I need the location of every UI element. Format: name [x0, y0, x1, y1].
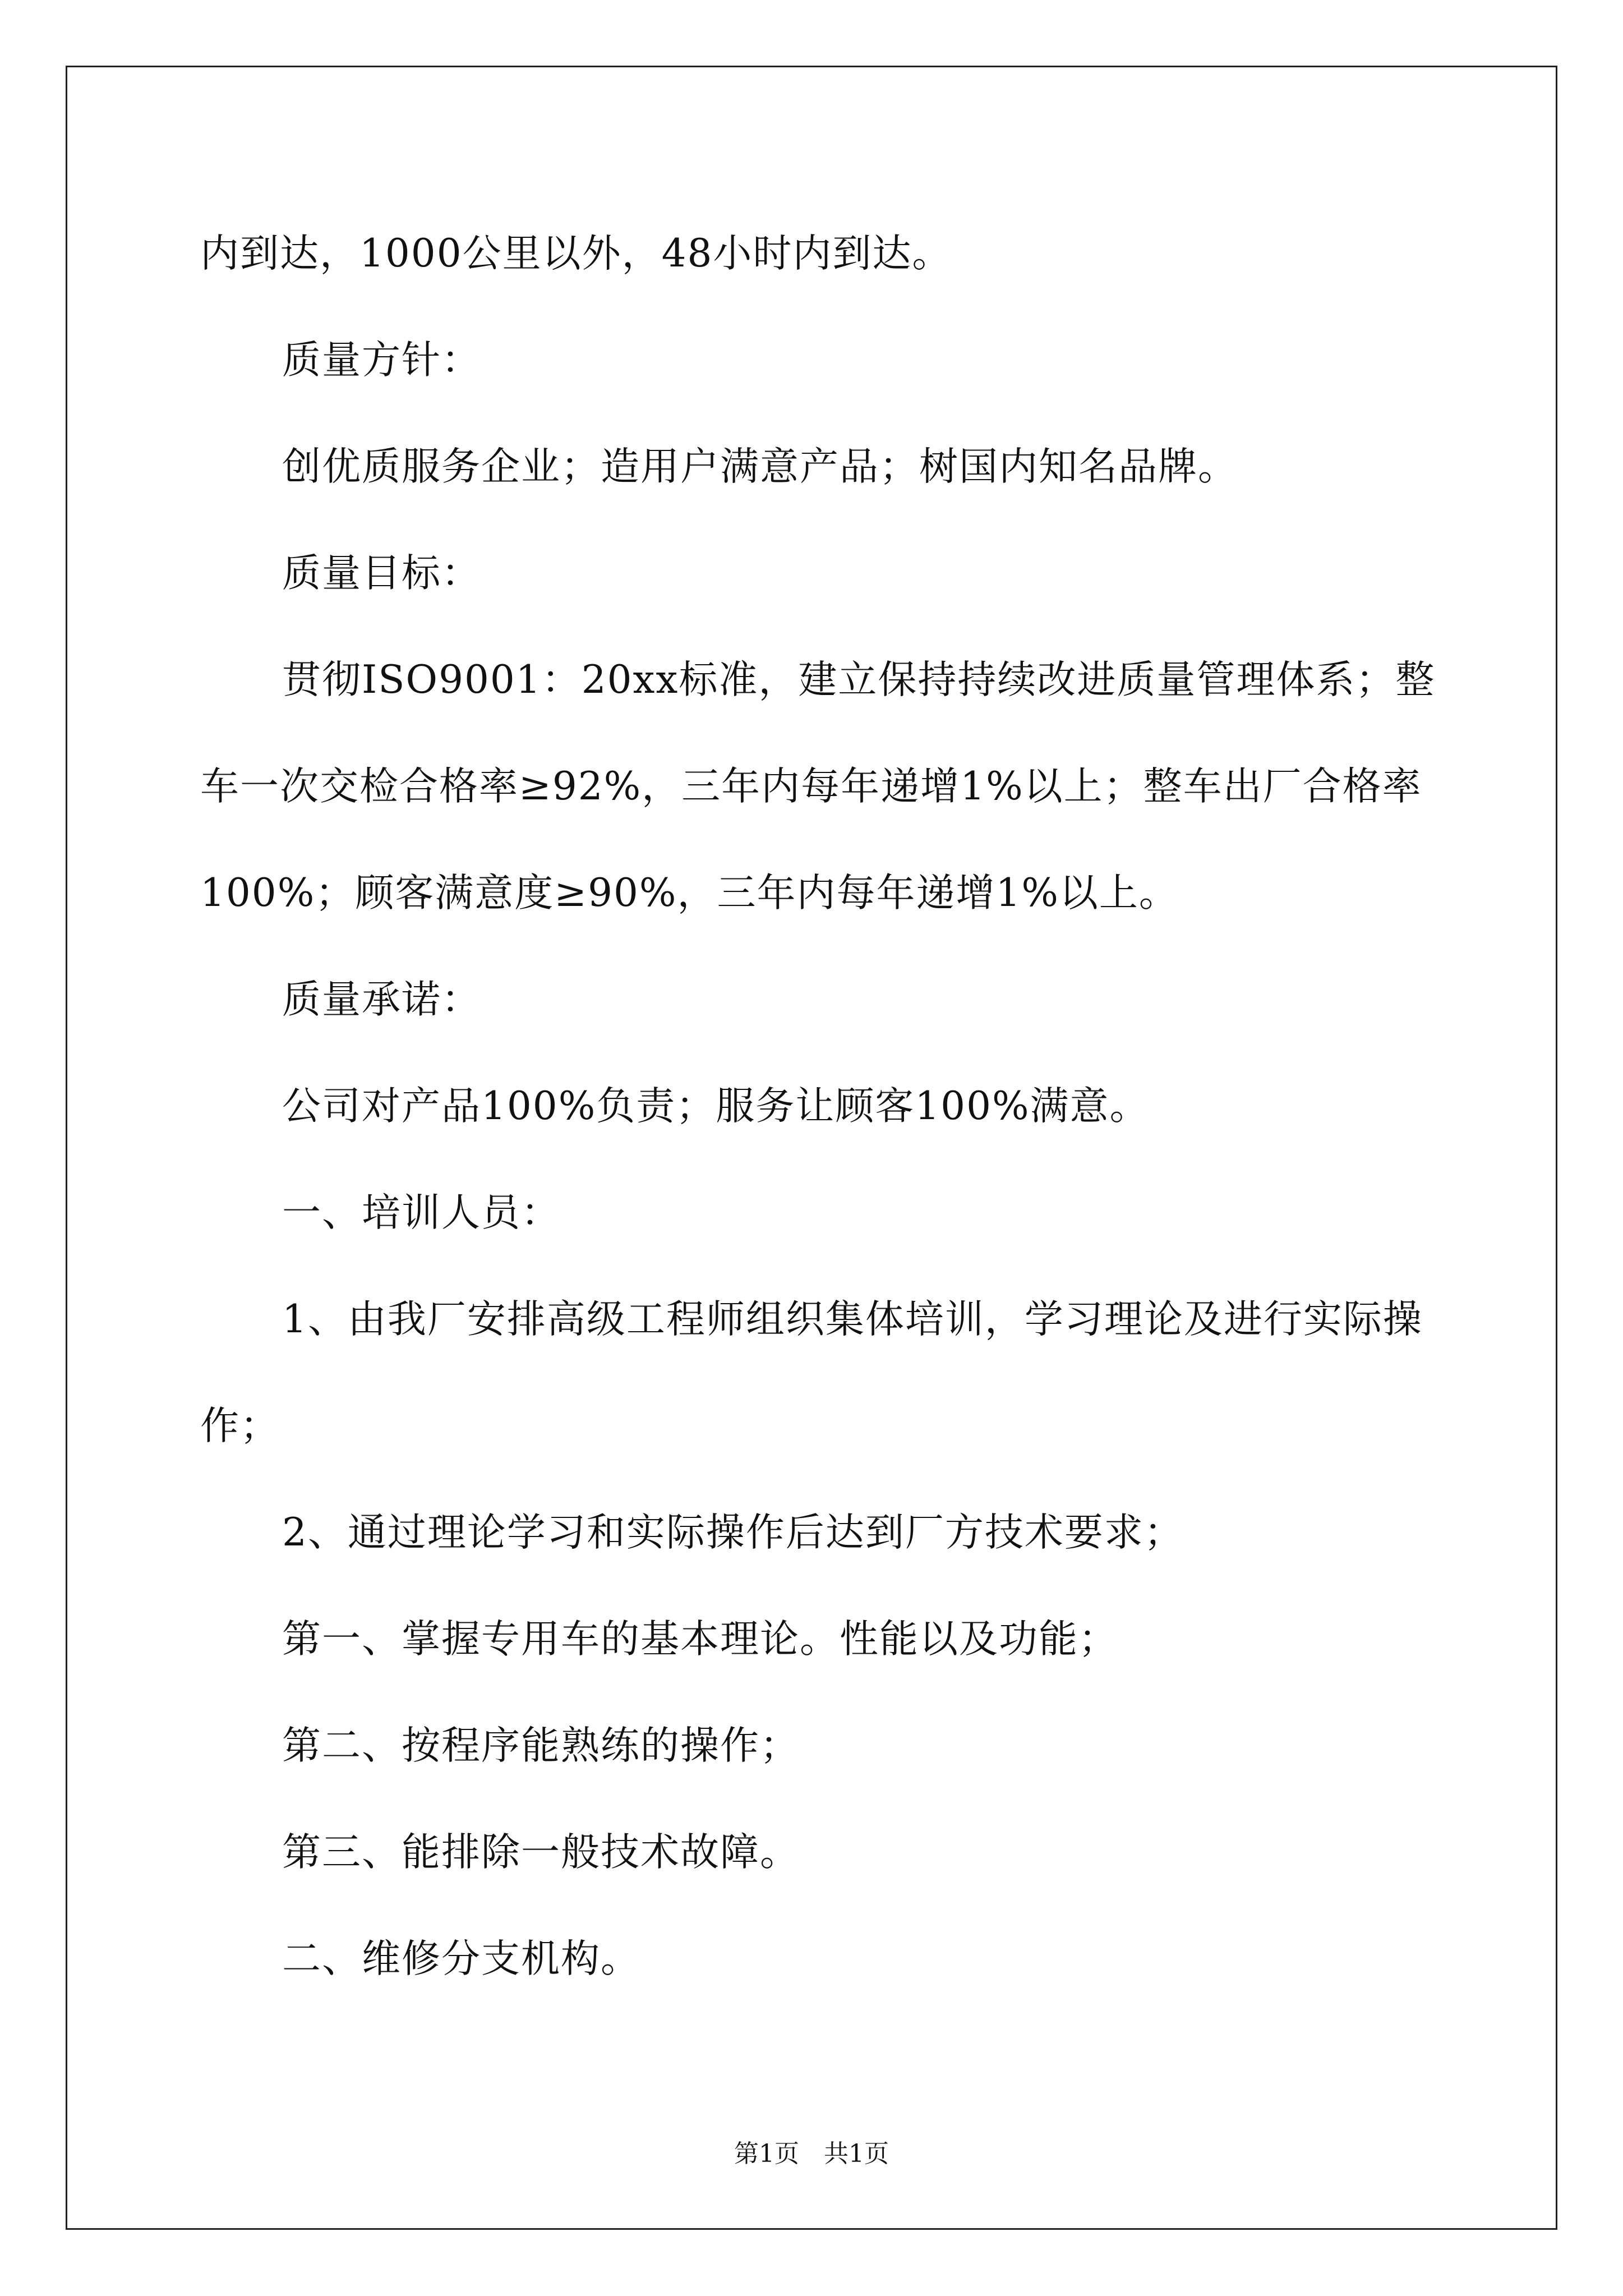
- body-line-7: 100%；顾客满意度≥90%，三年内每年递增1%以上。: [200, 871, 1179, 915]
- body-line-10: 一、培训人员：: [282, 1190, 561, 1235]
- body-line-1: 内到达，1000公里以外，48小时内到达。: [200, 231, 952, 276]
- body-line-6: 车一次交检合格率≥92%，三年内每年递增1%以上；整车出厂合格率: [200, 764, 1422, 809]
- body-line-5: 贯彻ISO9001：20xx标准，建立保持持续改进质量管理体系；整: [282, 657, 1436, 702]
- body-line-14: 第一、掌握专用车的基本理论。性能以及功能；: [282, 1617, 1118, 1662]
- body-line-8: 质量承诺：: [282, 977, 481, 1022]
- body-line-17: 二、维修分支机构。: [282, 1936, 640, 1981]
- body-line-12: 作；: [200, 1404, 280, 1448]
- page-border: [66, 66, 1557, 2230]
- body-line-4: 质量目标：: [282, 551, 481, 596]
- body-line-3: 创优质服务企业；造用户满意产品；树国内知名品牌。: [282, 444, 1238, 489]
- body-line-9: 公司对产品100%负责；服务让顾客100%满意。: [282, 1084, 1150, 1129]
- body-line-15: 第二、按程序能熟练的操作；: [282, 1723, 800, 1768]
- body-line-2: 质量方针：: [282, 338, 481, 383]
- body-line-16: 第三、能排除一般技术故障。: [282, 1830, 800, 1875]
- body-line-11: 1、由我厂安排高级工程师组织集体培训，学习理论及进行实际操: [282, 1297, 1423, 1342]
- page-number-footer: 第1页 共1页: [734, 2139, 889, 2168]
- body-line-13: 2、通过理论学习和实际操作后达到厂方技术要求；: [282, 1510, 1184, 1555]
